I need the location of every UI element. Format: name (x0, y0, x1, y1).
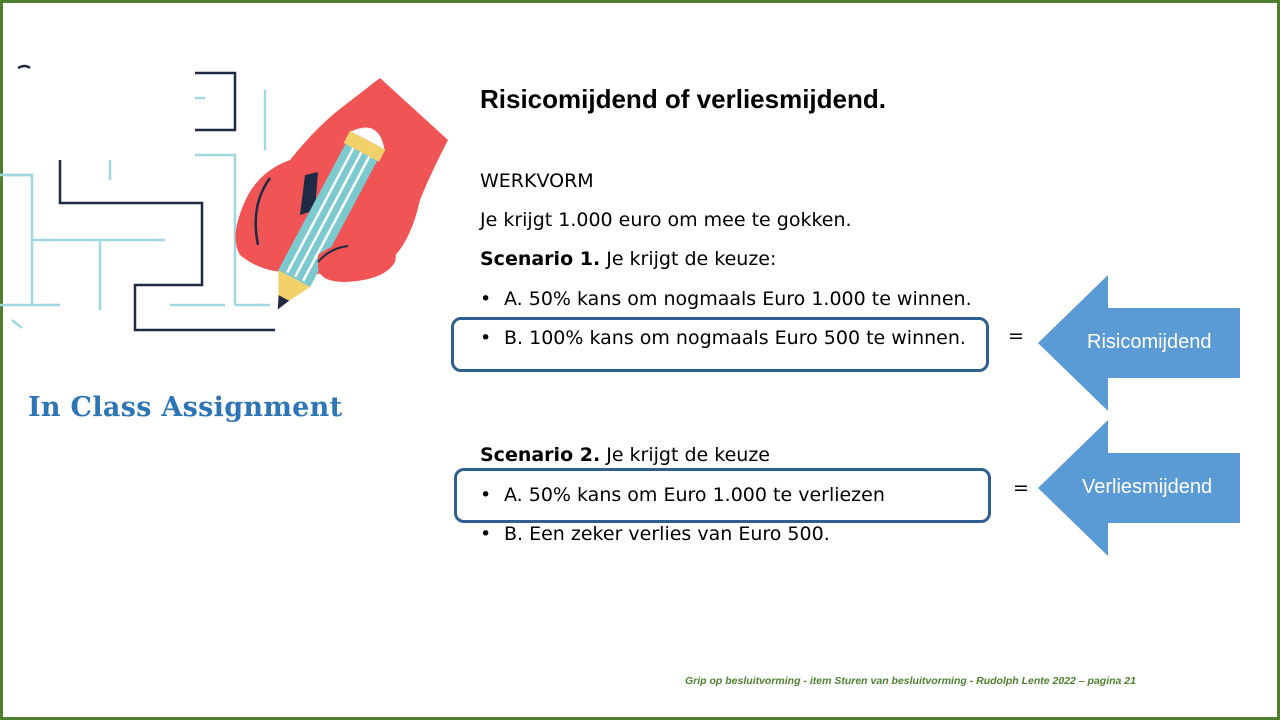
option-text: B. 100% kans om nogmaals Euro 500 te winnen. (504, 327, 966, 349)
bullet-icon: • (480, 523, 492, 545)
arrow-label-verliesmijdend: Verliesmijdend (1082, 476, 1213, 498)
option-text: A. 50% kans om Euro 1.000 te verliezen (504, 484, 885, 506)
scenario1-text: Je krijgt de keuze: (600, 248, 777, 270)
bullet-icon: • (480, 288, 492, 310)
scenario2-line (480, 444, 770, 466)
option-text: B. Een zeker verlies van Euro 500. (504, 523, 830, 545)
scenario2-text: Je krijgt de keuze (600, 444, 770, 466)
slide-title: Risicomijdend of verliesmijdend. (480, 84, 886, 114)
scenario1-line (480, 248, 776, 270)
equals-sign: = (1013, 477, 1029, 499)
scenario1-option-a (480, 288, 972, 310)
hand-writing-pencil-maze-icon (0, 55, 470, 345)
footer-text: Grip op besluitvorming - item Sturen van besluitvorming - Rudolph Lente 2022 – pagina 21 (685, 675, 1136, 687)
arrow-label-risicomijdend: Risicomijdend (1087, 331, 1212, 353)
scenario1-label: Scenario 1. (480, 248, 601, 270)
assignment-label: In Class Assignment (28, 392, 343, 423)
intro-text: Je krijgt 1.000 euro om mee te gokken. (480, 209, 852, 231)
bullet-icon: • (480, 327, 492, 349)
highlight-box-scenario1 (451, 317, 989, 372)
option-text: A. 50% kans om nogmaals Euro 1.000 te winnen. (504, 288, 972, 310)
werkvorm-heading: WERKVORM (480, 170, 594, 192)
equals-sign: = (1008, 325, 1024, 347)
bullet-icon: • (480, 484, 492, 506)
scenario2-option-b (480, 523, 830, 545)
highlight-box-scenario2 (454, 468, 991, 523)
scenario2-label: Scenario 2. (480, 444, 601, 466)
